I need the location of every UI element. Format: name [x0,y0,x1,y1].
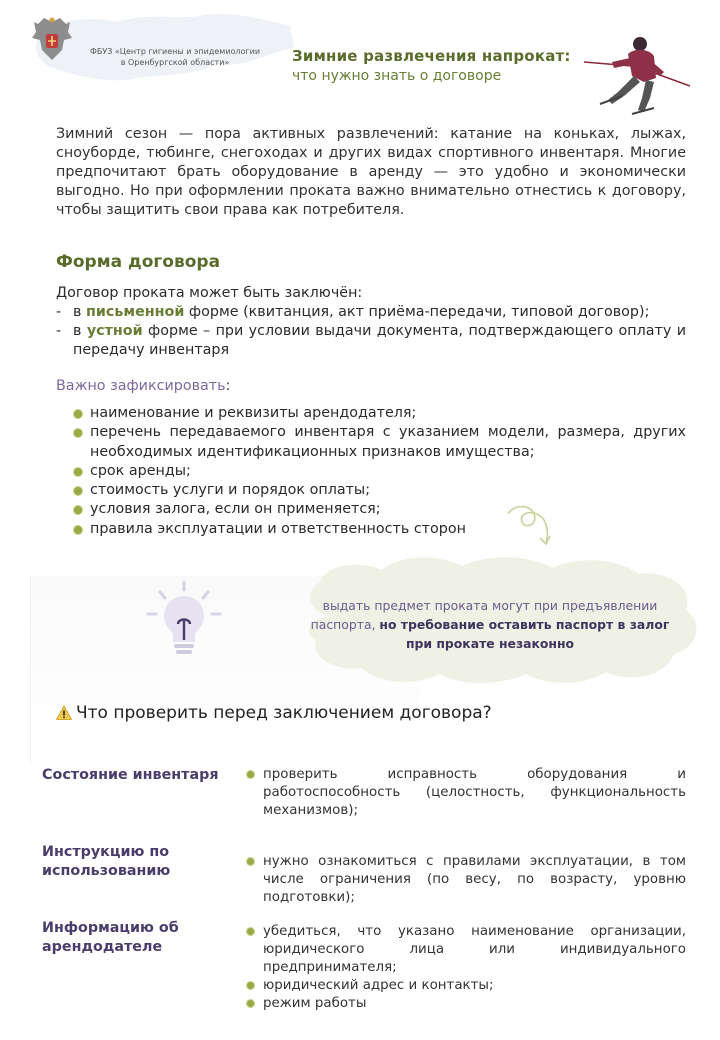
lightbulb-icon [142,580,226,662]
form-item-text: форме (квитанция, акт приёма-передачи, типовой договор); [184,304,650,320]
page-subtitle: что нужно знать о договоре [292,68,502,84]
list-item: проверить исправность оборудования и работоспособность (целостность, функциональность механизмов); [246,766,686,820]
list-item: наименование и реквизиты арендодателя; [74,404,686,423]
note-bold-text: но требование оставить паспорт в залог при прокате незаконно [379,617,670,651]
form-lead-text: Договор проката может быть заключён: [56,285,363,301]
coat-of-arms-icon [32,16,72,66]
org-line-2: в Оренбургской области» [120,58,230,67]
form-type-list [56,303,686,360]
list-item: условия залога, если он применяется; [74,500,686,519]
curved-arrow-icon [500,500,560,550]
list-item: срок аренды; [74,462,686,481]
warning-icon [56,705,72,721]
row-label-inventory: Состояние инвентаря [42,767,219,783]
form-item-text: форме – при условии выдачи документа, подтверждающего оплату и передачу инвентаря [73,323,686,358]
note-text: выдать предмет проката могут при предъявлении паспорта, [310,598,658,632]
highlight-oral: устной [86,323,143,339]
list-item: режим работы [246,995,686,1013]
check-section-title [56,703,492,723]
skier-illustration [582,26,692,116]
list-item: нужно ознакомиться с правилами эксплуатации, в том числе ограничения (по весу, по возрасту, уровню подготовки); [246,853,686,907]
form-item-prefix: в [73,323,87,339]
org-line-1: ФБУЗ «Центр гигиены и эпидемиологии [89,47,261,56]
passport-note [300,596,680,653]
list-item: перечень передаваемого инвентаря с указанием модели, размера, других необходимых идентификационных признаков имущества; [74,423,686,462]
intro-paragraph: Зимний сезон — пора активных развлечений: катание на коньках, лыжах, сноуборде, тюбинге, снегоходах и других видах спортивного инвентаря. Многие предпочитают брать оборудование в аренду — это удобно и экономически выгодно. Но при оформлении проката важно внимательно отнестись к договору, чтобы защитить свои права как потребителя. [56,126,686,218]
list-item: убедиться, что указано наименование организации, юридического лица или индивидуального предпринимателя; [246,923,686,977]
row-list-landlord [246,923,686,1013]
section-heading-form: Форма договора [56,252,221,272]
organization-name [84,46,266,68]
list-item: стоимость услуги и порядок оплаты; [74,481,686,500]
row-list-inventory [246,766,686,820]
list-item [56,303,686,322]
important-label-text: Важно зафиксировать [56,378,226,394]
row-list-instructions [246,853,686,907]
list-item: правила эксплуатации и ответственность сторон [74,520,686,539]
important-label-colon: : [225,378,231,394]
list-item: юридический адрес и контакты; [246,977,686,995]
important-label [56,378,230,394]
page-title: Зимние развлечения напрокат: [292,47,571,65]
important-list [74,404,686,539]
list-item [56,322,686,360]
highlight-written: письменной [85,304,185,320]
row-label-landlord: Информацию об арендодателе [42,920,179,955]
form-item-prefix: в [73,304,86,320]
row-label-instructions: Инструкцию по использованию [42,844,171,879]
check-title-text: Что проверить перед заключением договора? [76,703,492,723]
